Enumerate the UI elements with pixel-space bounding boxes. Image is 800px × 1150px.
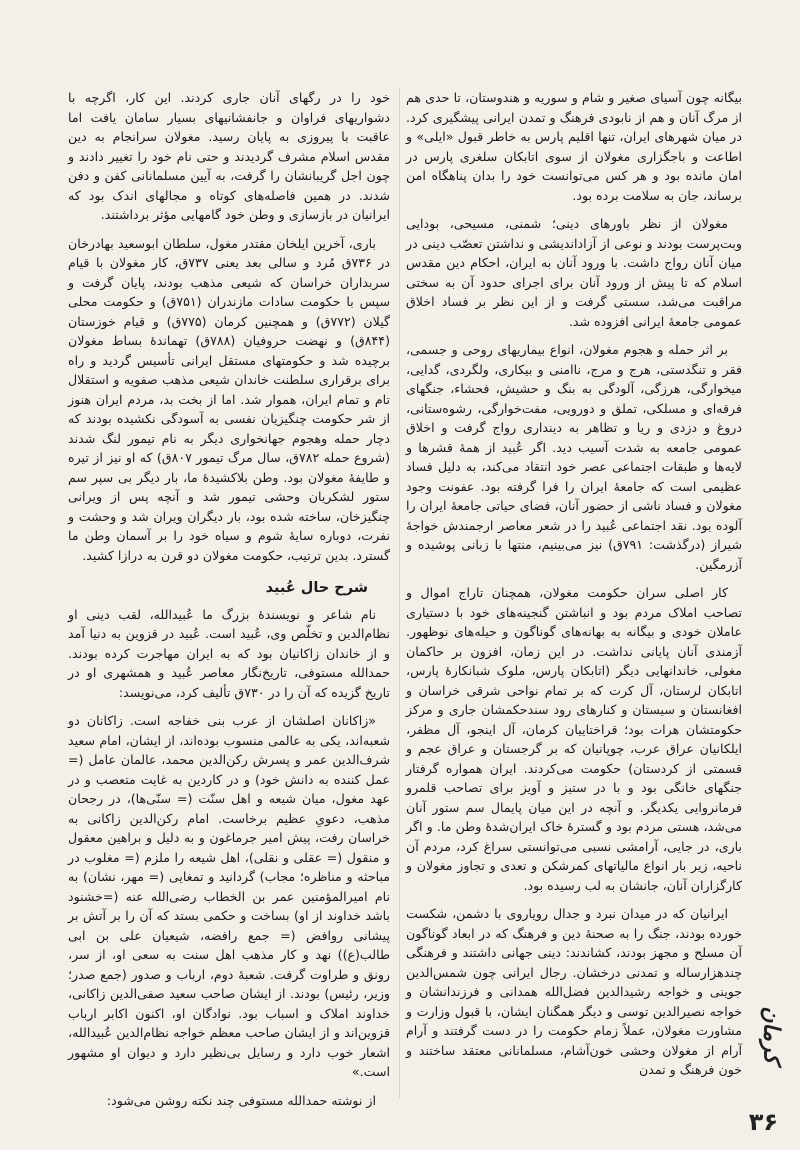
paragraph: ایرانیان که در میدان نبرد و جدال رویاروی با دشمن، شکست خورده بودند، جنگ را به صحنهٔ دین و فرهنگ که در ابعاد گوناگون آن مسلح و مجهز بودند، کشاندند: دینی جهانی داشتند و فرهنگی چندهزارساله و تمدنی درخشان. رجال ایرانی چون شمس‌الدین جوینی و خواجه رشیدالدین فضل‌الله همدانی و فرزندانشان و خواجه نصیرالدین توسی و دیگر همگنان ایشان، با قبول وزارت و مشاورت مغولان، عملاً زمام حکومت را در دست گرفتند و آرام آرام از مغولان وحشی خون‌آشام، مسلمانانی معتقد ساختند و خون فرهنگ و تمدن <box>406 906 742 1077</box>
left-text-column <box>68 88 390 1119</box>
paragraph: نام شاعر و نویسندهٔ بزرگ ما عُبیدالله، لقب دینی او نظام‌الدین و تخلّص وی، عُبید است. عُبید در قزوین به دنیا آمد و از خاندان زاکانیان بود که به ایران مهاجرت کرده بودند. حمدالله مستوفی، تاریخ‌نگار معاصر عُبید و همشهری او در تاریخ گزیده که آن را در ۷۳۰ق تألیف کرد، می‌نویسد: <box>68 606 390 700</box>
page-number: ۳۶ <box>748 1108 778 1136</box>
column-divider <box>399 88 400 1098</box>
paragraph: باری، آخرین ایلخان مقتدر مغول، سلطان ابوسعید بهادرخان در ۷۳۶ق مُرد و سالی بعد یعنی ۷۳۷ق، کار مغولان با قیام سربداران خراسان که شیعی مذهب بودند، پایان گرفت و سپس با حکومت سادات مازندران (۷۵۱ق) و حکومت محلی گیلان (۷۷۲ق) و همچنین کرمان (۷۷۵ق) و قیام خوزستان (۸۴۴ق) و نهضت حروفیان (۷۸۸ق) تهماندهٔ بساط مغولان برچیده شد و حکومتهای مستقل ایرانی تأسیس گردید و راه برای برقراری سلطنت خاندان شیعی مذهب صفویه و استقلال تام و تمام ایران، هموار شد. اما از بخت بد، مردم ایران هنوز از شر حکومت چنگیزیان نفسی به آسودگی نکشیده بودند که دچار حمله وهجوم جهانخواری دیگر به نام تیمور لنگ شدند (شروع حمله ۷۸۲ق، سال مرگ تیمور ۸۰۷ق) که او نیز از تیره و طایفهٔ مغولان بود. وطن بلاکشیدهٔ ما، بار دیگر بی سپر سم ستور لشکریان وحشی تیمور شد و آنچه پس از ویرانی چنگیزخان، ساخته شده بود، بار دیگران ویران شد و وحشت و نفرت، دوباره سایهٔ شوم و سیاه خود را بر آسمان وطن ما گسترد. بدین ترتیب، حکومت مغولان دو قرن به درازا کشید. <box>68 235 391 563</box>
paragraph: بیگانه چون آسیای صغیر و شام و سوریه و هندوستان، تا حدی هم از مرگ آنان و هم از نابودی فرهنگ و تمدن ایرانی پیشگیری کرد. در میان شهرهای ایران، تنها اقلیم پارس به خاطر قبول «ایلی» و اطاعت و باجگزاری مغولان از سوی اتابکان سلغری پارس در امان مانده بود و هر کس می‌توانست خود را بدان پناهگاه امن برساند، جان به سلامت برده بود. <box>406 90 742 203</box>
magazine-name-tag <box>752 980 792 1090</box>
paragraph: مغولان از نظر باورهای دینی؛ شمنی، مسیحی، بودایی وبت‌پرست بودند و نوعی از آزاداندیشی و نداشتن تعصّب دینی در میان آنان رواج داشت. با ورود آنان به ایران، احکام دین مقدس اسلام که تا پیش از ورود آنان برای اجرای حدود آن به سختی مراقبت می‌شد، سستی گرفت و از این نظر بر فساد اخلاق عمومی جامعهٔ ایرانی افزوده شد. <box>406 216 742 329</box>
right-text-column <box>406 88 742 1089</box>
magazine-name: کرمان <box>758 1006 785 1064</box>
paragraph: خود را در رگهای آنان جاری کردند. این کار، اگرچه با دشواریهای فراوان و جانفشانیهای بسیار سامان یافت اما عاقبت با پیروزی به پایان رسید. مغولان سرانجام به دین مقدس اسلام مشرف گردیدند و حتی نام خود را تغییر دادند و چون اجل گریبانشان را گرفت، به آیین مسلمانانی کفن و دفن شدند. در همین فاصله‌های کوتاه و مجالهای اندک بود که ایرانیان در بازسازی و وطن خود گامهایی مؤثر برداشتند. <box>68 90 390 222</box>
section-heading: شرح حال عُبید <box>265 580 368 596</box>
quote-paragraph: «زاکانان اصلشان از عرب بنی خفاجه است. زاکانان دو شعبه‌اند، یکی به عالمی منسوب بوده‌اند، از ایشان، امام سعید شرف‌الدین عمر و پسرش رکن‌الدین محمد، عالمان عامل (= عمل کننده به دانش خود) و در کاردین به غایت متعصب و در عهد مغول، میان شیعه و اهل سنّت (= سنّی‌ها)، در رجحان مذهب، دعویِ عظیم برخاست. امام رکن‌الدین زاکانی به خراسان رفت، پیش امیر جرماغون و به دلیل و براهین معقول و منقول (= عقلی و نقلی)، اهل شیعه را ملزم (= مغلوب در مباحثه و مناظره؛ مجاب) گردانید و تمغایی (= مهر، نشان) به نام امیرالمؤمنین عمر بن الخطاب رضی‌الله عنه (=خشنود باشد خداوند از او) بساخت و حکمی بستد که آن را بر آتش بر پیشانی روافض (= جمع رافضه، شیعیان علی بن ابی طالب(ع)) نهد و کار مذهب اهل سنت به سعی او، از سر، رونق و طراوت گرفت. شعبهٔ دوم، ارباب و صدور (جمع صدر؛ وزیر، رئیس) بودند. از ایشان صاحب سعید صفی‌الدین زاکانی، خداوند املاک و اسباب بود. نوادگان او، اکنون اکابر ارباب قزوین‌اند و از ایشان صاحب معظم خواجه نظام‌الدین عُبیدالله، اشعار خوب دارد و رسایل بی‌نظیر دارد و دیوان او مشهور است.» <box>68 713 390 1079</box>
paragraph: از نوشته حمدالله مستوفی چند نکته روشن می‌شود: <box>106 1092 376 1108</box>
paragraph: کار اصلی سران حکومت مغولان، همچنان تاراج اموال و تصاحب املاک مردم بود و انباشتن گنجینه‌های خود با دستیاری عاملان خودی و بیگانه به بهانه‌های گوناگون و حیله‌های نوظهور. آزمندی آنان پایانی نداشت. در این زمان، افزون بر حاکمان مغولی، خاندانهایی دیگر (اتابکان پارس، ملوک شبانکارهٔ پارس، اتابکان لرستان، آل کرت که بر تمام نواحی شرقی خراسان و افغانستان و سیستان و کنارهای رود سندحکمشان جاری و مرکز حکومتشان هرات بود؛ قراختاییان کرمان، آل اینجو، آل مظفر، ایلکانیان عراق عرب، چوپانیان که بر گرجستان و عراق عجم و قسمتی از کردستان) حکومت می‌کردند. ایران همواره گرفتار جنگهای خانگی بود و با در ستیز و آویز برای تصاحب قلمرو فرمانروایی یکدیگر. و آنچه در این میان پایمال سم ستور آنان می‌شد، هستی مردم بود و گسترهٔ خاک ایران‌شدهٔ وطن ما. و اگر باری، در جایی، آرامشی نسبی می‌توانستی سراغ کرد، مردم آن ناحیه، زیر بار انواع مالیاتهای کمرشکن و تعدی و تجاوز مغولان و کارگزاران آنان، جانشان به لب رسیده بود. <box>406 585 742 893</box>
paragraph: بر اثر حمله و هجوم مغولان، انواع بیماریهای روحی و جسمی، فقر و تنگدستی، هرج و مرج، ناامنی و بیکاری، ولگردی، گدایی، میخوارگی، هرزگی، آلودگی به بنگ و حشیش، فحشاء، جنگهای فرقه‌ای و مسلکی، تملق و دورویی، مفت‌خوارگی، رشوه‌ستانی، دروغ و دزدی و ریا و تظاهر به دینداری رواج گرفت و اخلاق عمومی جامعه به شدت آسیب دید. اگر عُبید از همهٔ قشرها و لایه‌ها و طبقات اجتماعی عصر خود انتقاد می‌کند، به دلیل فساد عظیمی است که جامعهٔ ایران را فرا گرفته بود. عفونت وجود مغولان و فساد ناشی از حضور آنان، فضای حیاتی جامعهٔ ایران را آلوده بود. نقد اجتماعی عُبید را در شعر معاصر ارجمندش خواجهٔ شیراز (درگذشت: ۷۹۱ق) نیز می‌بینیم، منتها با زبانی پوشیده و آزرمگین. <box>406 342 742 572</box>
